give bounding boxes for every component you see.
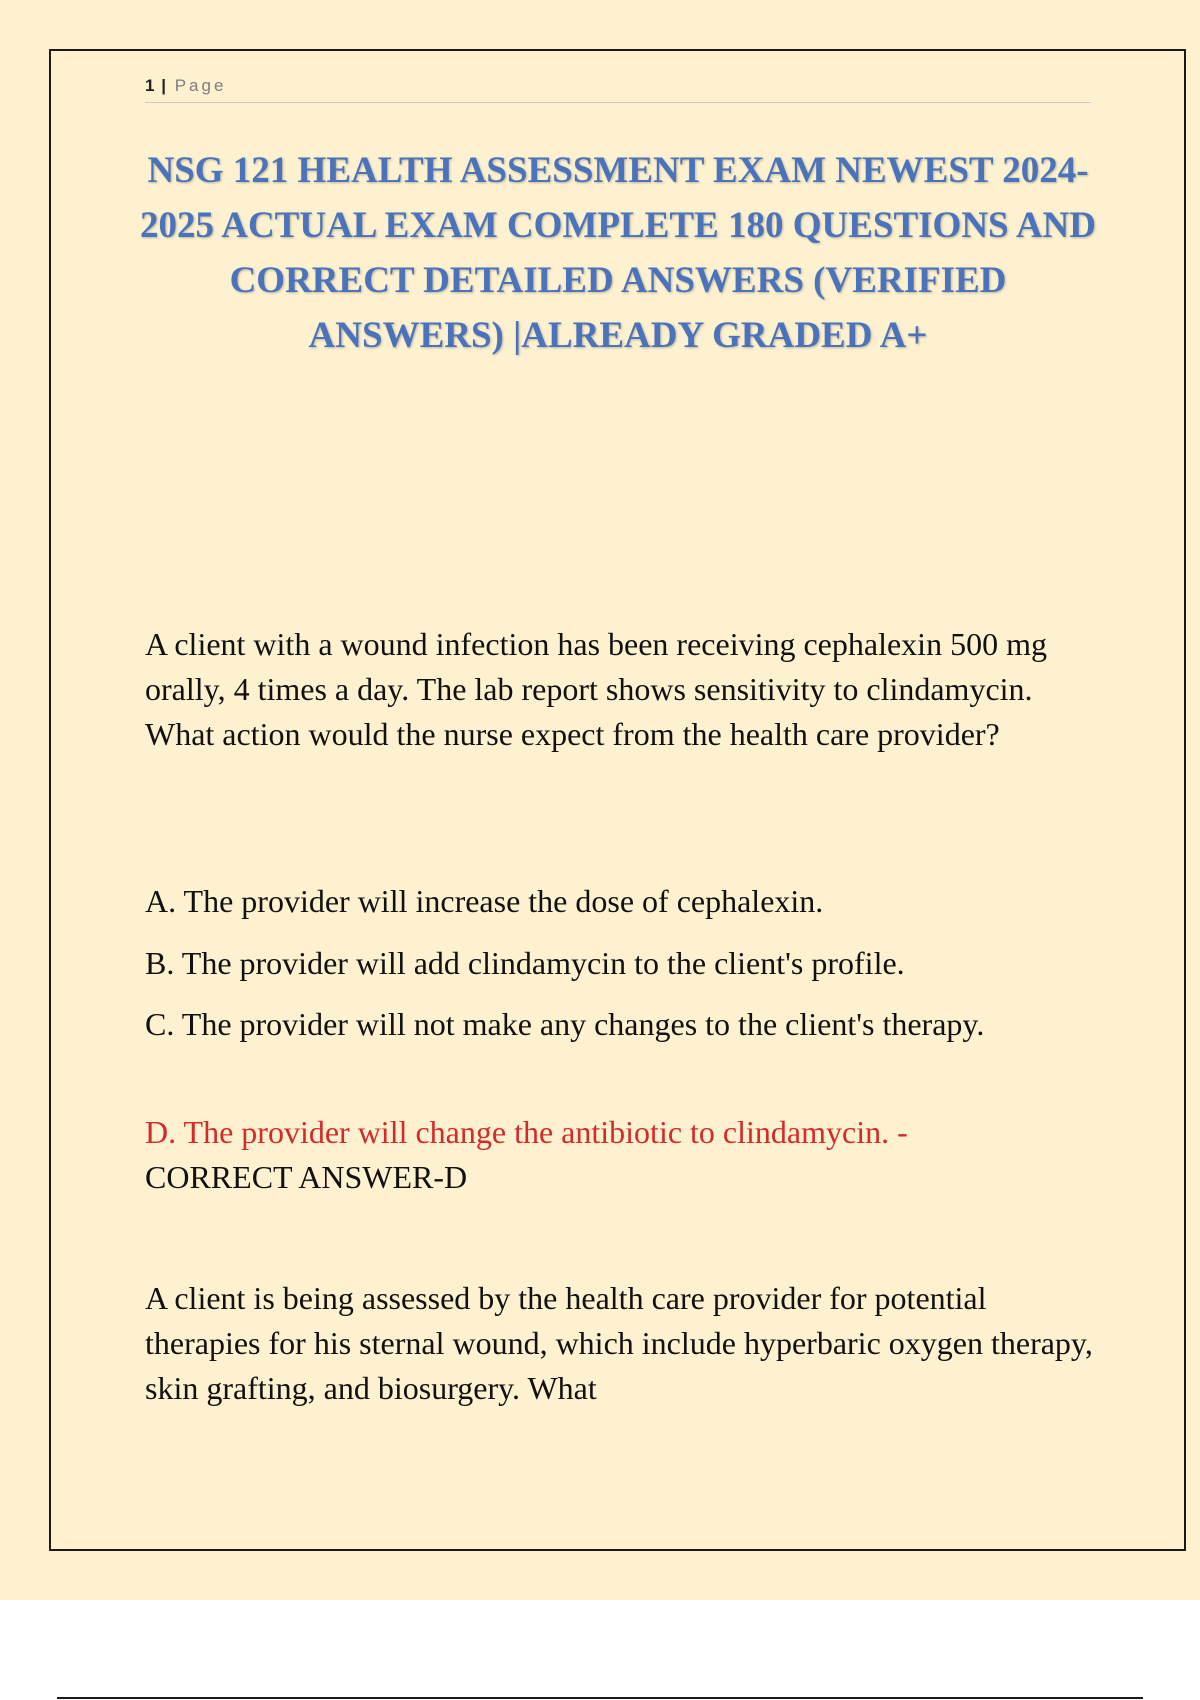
page-number: 1 [145,76,155,95]
document-title: NSG 121 HEALTH ASSESSMENT EXAM NEWEST 2024-2025 ACTUAL EXAM COMPLETE 180 QUESTIONS AND CORRECT DETAILED ANSWERS (VERIFIED ANSWERS) |ALREADY GRADED A+ [140,150,1096,356]
question-1-option-b: B. The provider will add clindamycin to the client's profile. [145,945,905,981]
page-separator: | [161,76,166,95]
page-label: Page [174,76,227,95]
question-1-option-d [145,1110,1095,1200]
question-1-option-a: A. The provider will increase the dose of cephalexin. [145,883,824,919]
correct-answer-label: CORRECT ANSWER-D [145,1159,468,1195]
question-1-option-c: C. The provider will not make any changes to the client's therapy. [145,1006,985,1042]
correct-option-text: D. The provider will change the antibiotic to clindamycin. - [145,1114,908,1150]
footer-divider [57,1697,1143,1699]
question-1-text: A client with a wound infection has been receiving cephalexin 500 mg orally, 4 times a day. The lab report shows sensitivity to clindamycin. What action would the nurse expect from the health care provider? [145,626,1047,752]
question-2-text: A client is being assessed by the health care provider for potential therapies for his sternal wound, which include hyperbaric oxygen therapy, skin grafting, and biosurgery. What [145,1280,1093,1406]
page-header [145,74,1091,103]
